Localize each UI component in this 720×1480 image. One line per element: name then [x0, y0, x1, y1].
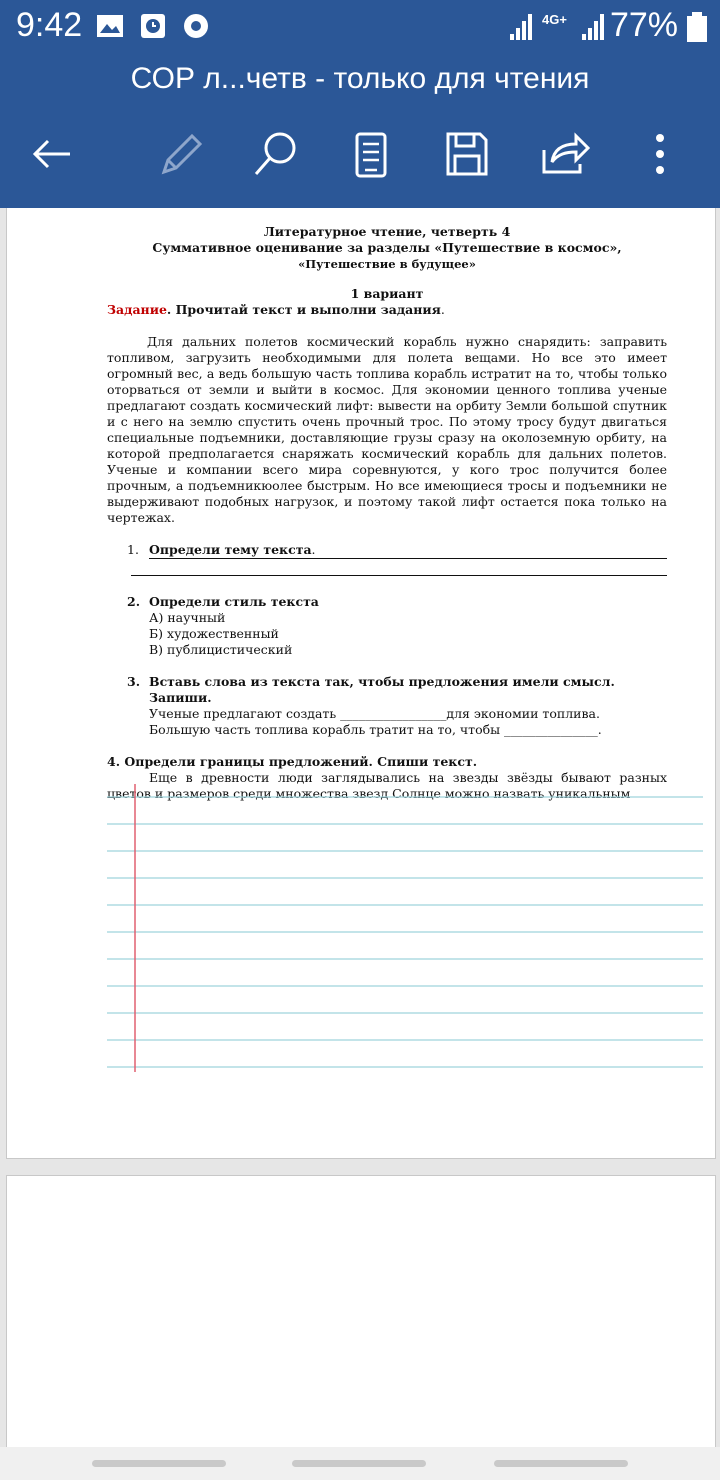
- question-3-text: Вставь слова из текста так, чтобы предложения имели смысл. Запиши.: [149, 674, 615, 705]
- signal-icon: [508, 12, 534, 42]
- variant-label: 1 вариант: [350, 286, 424, 301]
- status-bar: [0, 0, 720, 56]
- notebook-lines[interactable]: [107, 784, 707, 1084]
- question-1-number: 1.: [127, 542, 139, 557]
- question-2-text: Определи стиль текста: [149, 594, 319, 609]
- nav-home-handle[interactable]: [292, 1460, 426, 1467]
- reading-mode-icon[interactable]: [345, 128, 397, 180]
- save-icon[interactable]: [440, 128, 492, 180]
- question-1-dot: .: [311, 542, 316, 557]
- signal-icon-2: [580, 12, 606, 42]
- task-dot: .: [440, 302, 445, 317]
- question-1-line: [149, 542, 667, 559]
- document-page: [6, 208, 716, 1159]
- question-4-body: Еще в древности люди заглядывались на звезды звёзды бывают разных цветов и размеров среди множества звезд Солнце можно назвать уникальным: [107, 770, 667, 801]
- share-icon[interactable]: [538, 128, 590, 180]
- question-3-line-2: Большую часть топлива корабль тратит на то, чтобы _______________.: [149, 722, 602, 737]
- battery-icon: [686, 12, 708, 42]
- question-3-line-1: Ученые предлагают создать _________________для экономии топлива.: [149, 706, 600, 721]
- task-instruction: [107, 302, 667, 318]
- document-page-2: [6, 1175, 716, 1477]
- document-body: [107, 224, 667, 802]
- document-title: СОР л...четв - только для чтения: [130, 62, 590, 95]
- question-1-text: Определи тему текста: [149, 542, 312, 557]
- question-2-option-b: Б) художественный: [149, 626, 279, 641]
- back-arrow-icon[interactable]: [26, 128, 78, 180]
- task-label: Задание: [107, 302, 167, 317]
- answer-line: [131, 575, 667, 576]
- question-2-number: 2.: [127, 594, 141, 609]
- more-icon[interactable]: [634, 128, 686, 180]
- main-text: Для дальних полетов космический корабль нужно снарядить: заправить топливом, загрузить необходимыми для полета вещами. Но все это имеет огромный вес, а ведь большую часть топлива корабль истратит на то, чтобы только оторваться от земли и выйти в космос. Для экономии ценного топлива ученые предлагают создать космический лифт: вывести на орбиту Земли большой спутник и с него на землю спустить очень прочный трос. По этому тросу будут двигаться специальные подъемники, доставляющие грузы сразу на околоземную орбиту, на которой предполагается снаряжать космический корабль для дальних полетов. Ученые и компании всего мира соревнуются, у кого трос получится более прочным, а подъемникюолее быстрым. Но все имеющиеся тросы и подъемники не выдерживают подобных нагрузок, и поэтому такой лифт остается пока только на чертежах.: [107, 334, 667, 525]
- network-type: 4G+: [542, 12, 567, 27]
- battery-percent: 77%: [609, 6, 678, 44]
- nav-back-handle[interactable]: [494, 1460, 628, 1467]
- clock-app-icon: [140, 12, 166, 40]
- question-3-number: 3.: [127, 674, 141, 689]
- question-3: [107, 674, 667, 738]
- task-text: . Прочитай текст и выполни задания: [166, 302, 441, 317]
- edit-pencil-icon[interactable]: [154, 128, 206, 180]
- system-navigation-bar: [0, 1447, 720, 1480]
- nav-recent-handle[interactable]: [92, 1460, 226, 1467]
- heading-assessment: [107, 240, 667, 272]
- question-1: [107, 542, 667, 559]
- app-bar: [0, 0, 720, 208]
- search-icon[interactable]: [250, 128, 302, 180]
- question-2-option-c: В) публицистический: [149, 642, 293, 657]
- question-4-text: 4. Определи границы предложений. Спиши текст.: [107, 754, 478, 769]
- heading-assessment-main: Суммативное оценивание за разделы «Путешествие в космос»,: [152, 240, 622, 255]
- image-icon: [96, 12, 124, 40]
- heading-assessment-small: «Путешествие в будущее»: [298, 257, 476, 271]
- question-2: [107, 594, 667, 658]
- heading-subject: Литературное чтение, четверть 4: [263, 224, 511, 239]
- question-2-option-a: А) научный: [149, 610, 226, 625]
- antivirus-icon: [182, 12, 210, 40]
- status-time: 9:42: [16, 6, 83, 44]
